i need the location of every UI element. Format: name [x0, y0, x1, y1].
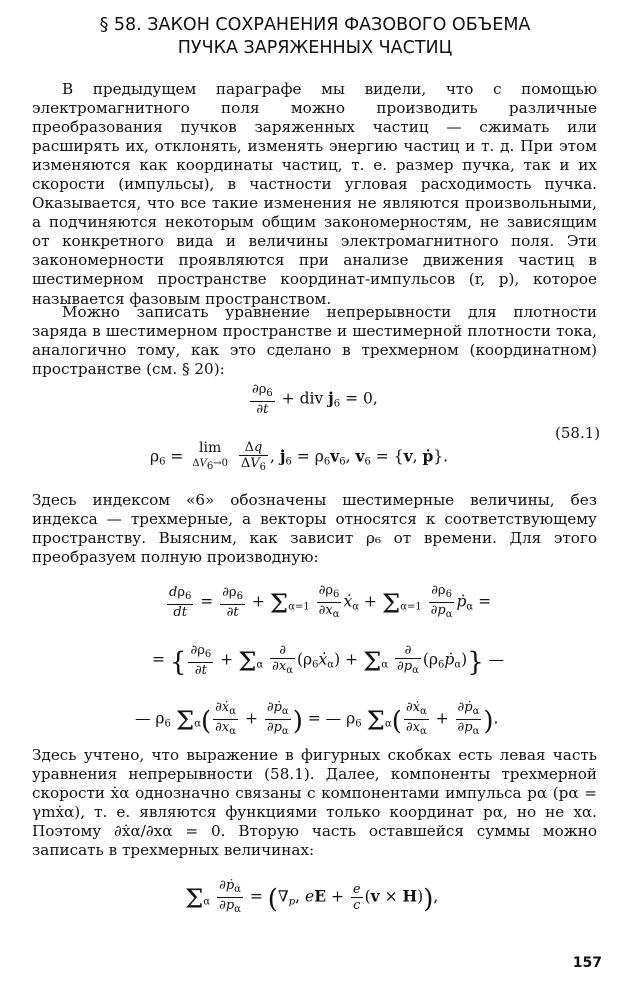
paragraph-indices [32, 491, 597, 567]
paragraph-indices-text: Здесь индексом «6» обозначены шестимерные величины, без индекса — трехмерные, а векторы относятся к соответствующему пространству. Выясним, как зависит ρ₆ от времени. Для этого преобразуем полную производную: [32, 491, 597, 567]
equation-momentum-divergence: $\Sigma_\alpha$ $\frac{\partial ṗ_\alpha}{\partial p_\alpha}$ = ($\nabla_p$, eE + $\frac{e}{c}$ (v × H)), [185, 878, 439, 915]
page-number: 157 [572, 955, 602, 971]
equation-continuity-line1: $\frac{\partial\rho_6}{\partial t}$ + div $j_6 = 0$, [252, 382, 378, 417]
paragraph-explanation-text: Здесь учтено, что выражение в фигурных скобках есть левая часть уравнения непрерывности (58.1). Далее, компоненты трехмерной скорости ẋα однозначно связаны с компонентами импульса pα (pα = γmẋα), т. е. являются функциями только координат pα, но не xα. Поэтому ∂ẋα/∂xα = 0. Вторую часть оставшейся суммы можно записать в трехмерных величинах: [32, 746, 597, 860]
equation-derivative-line2: = { $\frac{\partial\rho_6}{\partial t}$ + $\Sigma_\alpha$ $\frac{\partial}{\partial x_\alpha}$ $(\rho_6ẋ_\alpha) + \Sigma_\alpha$ $\frac{\partial}{\partial p_\alpha}$ $(\rho_6ṗ_\alpha)$} — [152, 643, 505, 678]
paragraph-explanation [32, 746, 597, 860]
section-title-line1: § 58. ЗАКОН СОХРАНЕНИЯ ФАЗОВОГО ОБЪЕМА [99, 15, 531, 35]
equation-derivative-line3: — $\rho_6$ $\Sigma_\alpha$( $\frac{\partial ẋ_\alpha}{\partial x_\alpha}$ + $\frac{\partial ṗ_\alpha}{\partial p_\alpha}$ ) = — $\rho_6$ $\Sigma_\alpha$( $\frac{\partial ẋ_\alpha}{\partial x_\alpha}$ + $\frac{\partial ṗ_\alpha}{\partial p_\alpha}$ ). [135, 700, 499, 737]
section-heading [0, 14, 630, 60]
paragraph-intro: В предыдущем параграфе мы видели, что с помощью электромагнитного поля можно производить различные преобразования пучков заряженных частиц — сжимать или расширять их, отклонять, изменять энергию частиц и т. д. При этом изменяются как координаты частиц, т. е. размер пучка, так и их скорости (импульсы), в частности угловая расходимость пучка. Оказывается, что все такие изменения не являются произвольными, а подчиняются некоторым общим закономерностям, не зависящим от конкретного вида и величины электромагнитного поля. Эти закономерности проявляются при анализе движения частиц в шестимерном пространстве координат-импульсов (r, p), которое называется фазовым пространством. [32, 80, 597, 308]
equation-continuity-line2: $\rho_6$ = lim ΔV6→0 $\frac{\Delta q}{\Delta V_6}$ , $j_6 = \rho_6v_6$, $v_6 = \{v$, ṗ}. [150, 440, 449, 473]
equation-derivative-line1: $\frac{d\rho_6}{dt}$ = $\frac{\partial\rho_6}{\partial t}$ + $\Sigma_{\alpha=1}$ $\frac{\partial\rho_6}{\partial x_\alpha}$ ẋ$_\alpha$ + $\Sigma_{\alpha=1}$ $\frac{\partial\rho_6}{\partial p_\alpha}$ ṗ$_\alpha$ = [169, 583, 492, 620]
equation-number: (58.1) [555, 424, 601, 442]
section-title-line2: ПУЧКА ЗАРЯЖЕННЫХ ЧАСТИЦ [177, 38, 453, 58]
paragraph-continuity: Можно записать уравнение непрерывности для плотности заряда в шестимерном пространстве и шестимерной плотности тока, аналогично тому, как это сделано в трехмерном (координатном) пространстве (см. § 20): [32, 303, 597, 379]
